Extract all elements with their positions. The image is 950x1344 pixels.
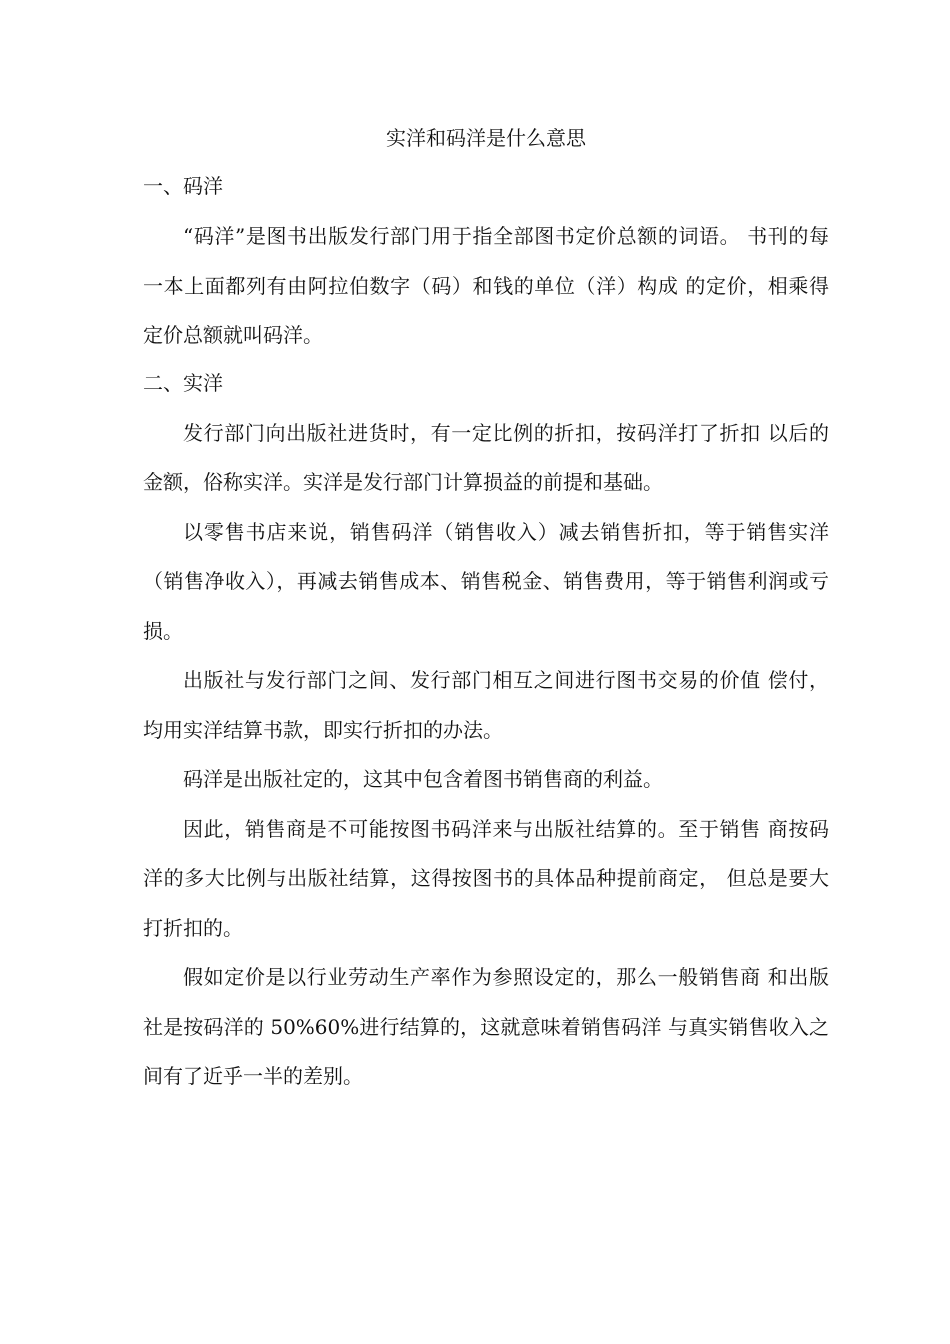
paragraph-discount-negotiation: 因此，销售商是不可能按图书码洋来与出版社结算的。至于销售 商按码洋的多大比例与出版社结算，这得按图书的具体品种提前商定， 但总是要大打折扣的。 xyxy=(143,816,829,940)
paragraph-settlement-ratio: 假如定价是以行业劳动生产率作为参照设定的，那么一般销售商 和出版社是按码洋的 50%60%进行结算的，这就意味着销售码洋 与真实销售收入之间有了近乎一半的差别。 xyxy=(143,965,829,1088)
section-heading-shiyang: 二、实洋 xyxy=(143,370,223,395)
section-heading-maoyang: 一、码洋 xyxy=(143,174,223,198)
paragraph-publisher-pricing: 码洋是出版社定的，这其中包含着图书销售商的利益。 xyxy=(183,767,663,791)
document-body xyxy=(143,120,829,1102)
paragraph-settlement: 出版社与发行部门之间、发行部门相互之间进行图书交易的价值 偿付，均用实洋结算书款，即实行折扣的办法。 xyxy=(143,668,829,742)
paragraph-maoyang-definition: “码洋”是图书出版发行部门用于指全部图书定价总额的词语。 书刊的每一本上面都列有由阿拉伯数字（码）和钱的单位（洋）构成 的定价，相乘得定价总额就叫码洋。 xyxy=(143,224,829,347)
paragraph-retail-example: 以零售书店来说，销售码洋（销售收入）减去销售折扣，等于销售实洋（销售净收入），再减去销售成本、销售税金、销售费用，等于销售利润或亏损。 xyxy=(143,519,829,643)
paragraph-shiyang-definition: 发行部门向出版社进货时，有一定比例的折扣，按码洋打了折扣 以后的金额，俗称实洋。实洋是发行部门计算损益的前提和基础。 xyxy=(143,420,829,494)
document-title: 实洋和码洋是什么意思 xyxy=(386,126,586,150)
